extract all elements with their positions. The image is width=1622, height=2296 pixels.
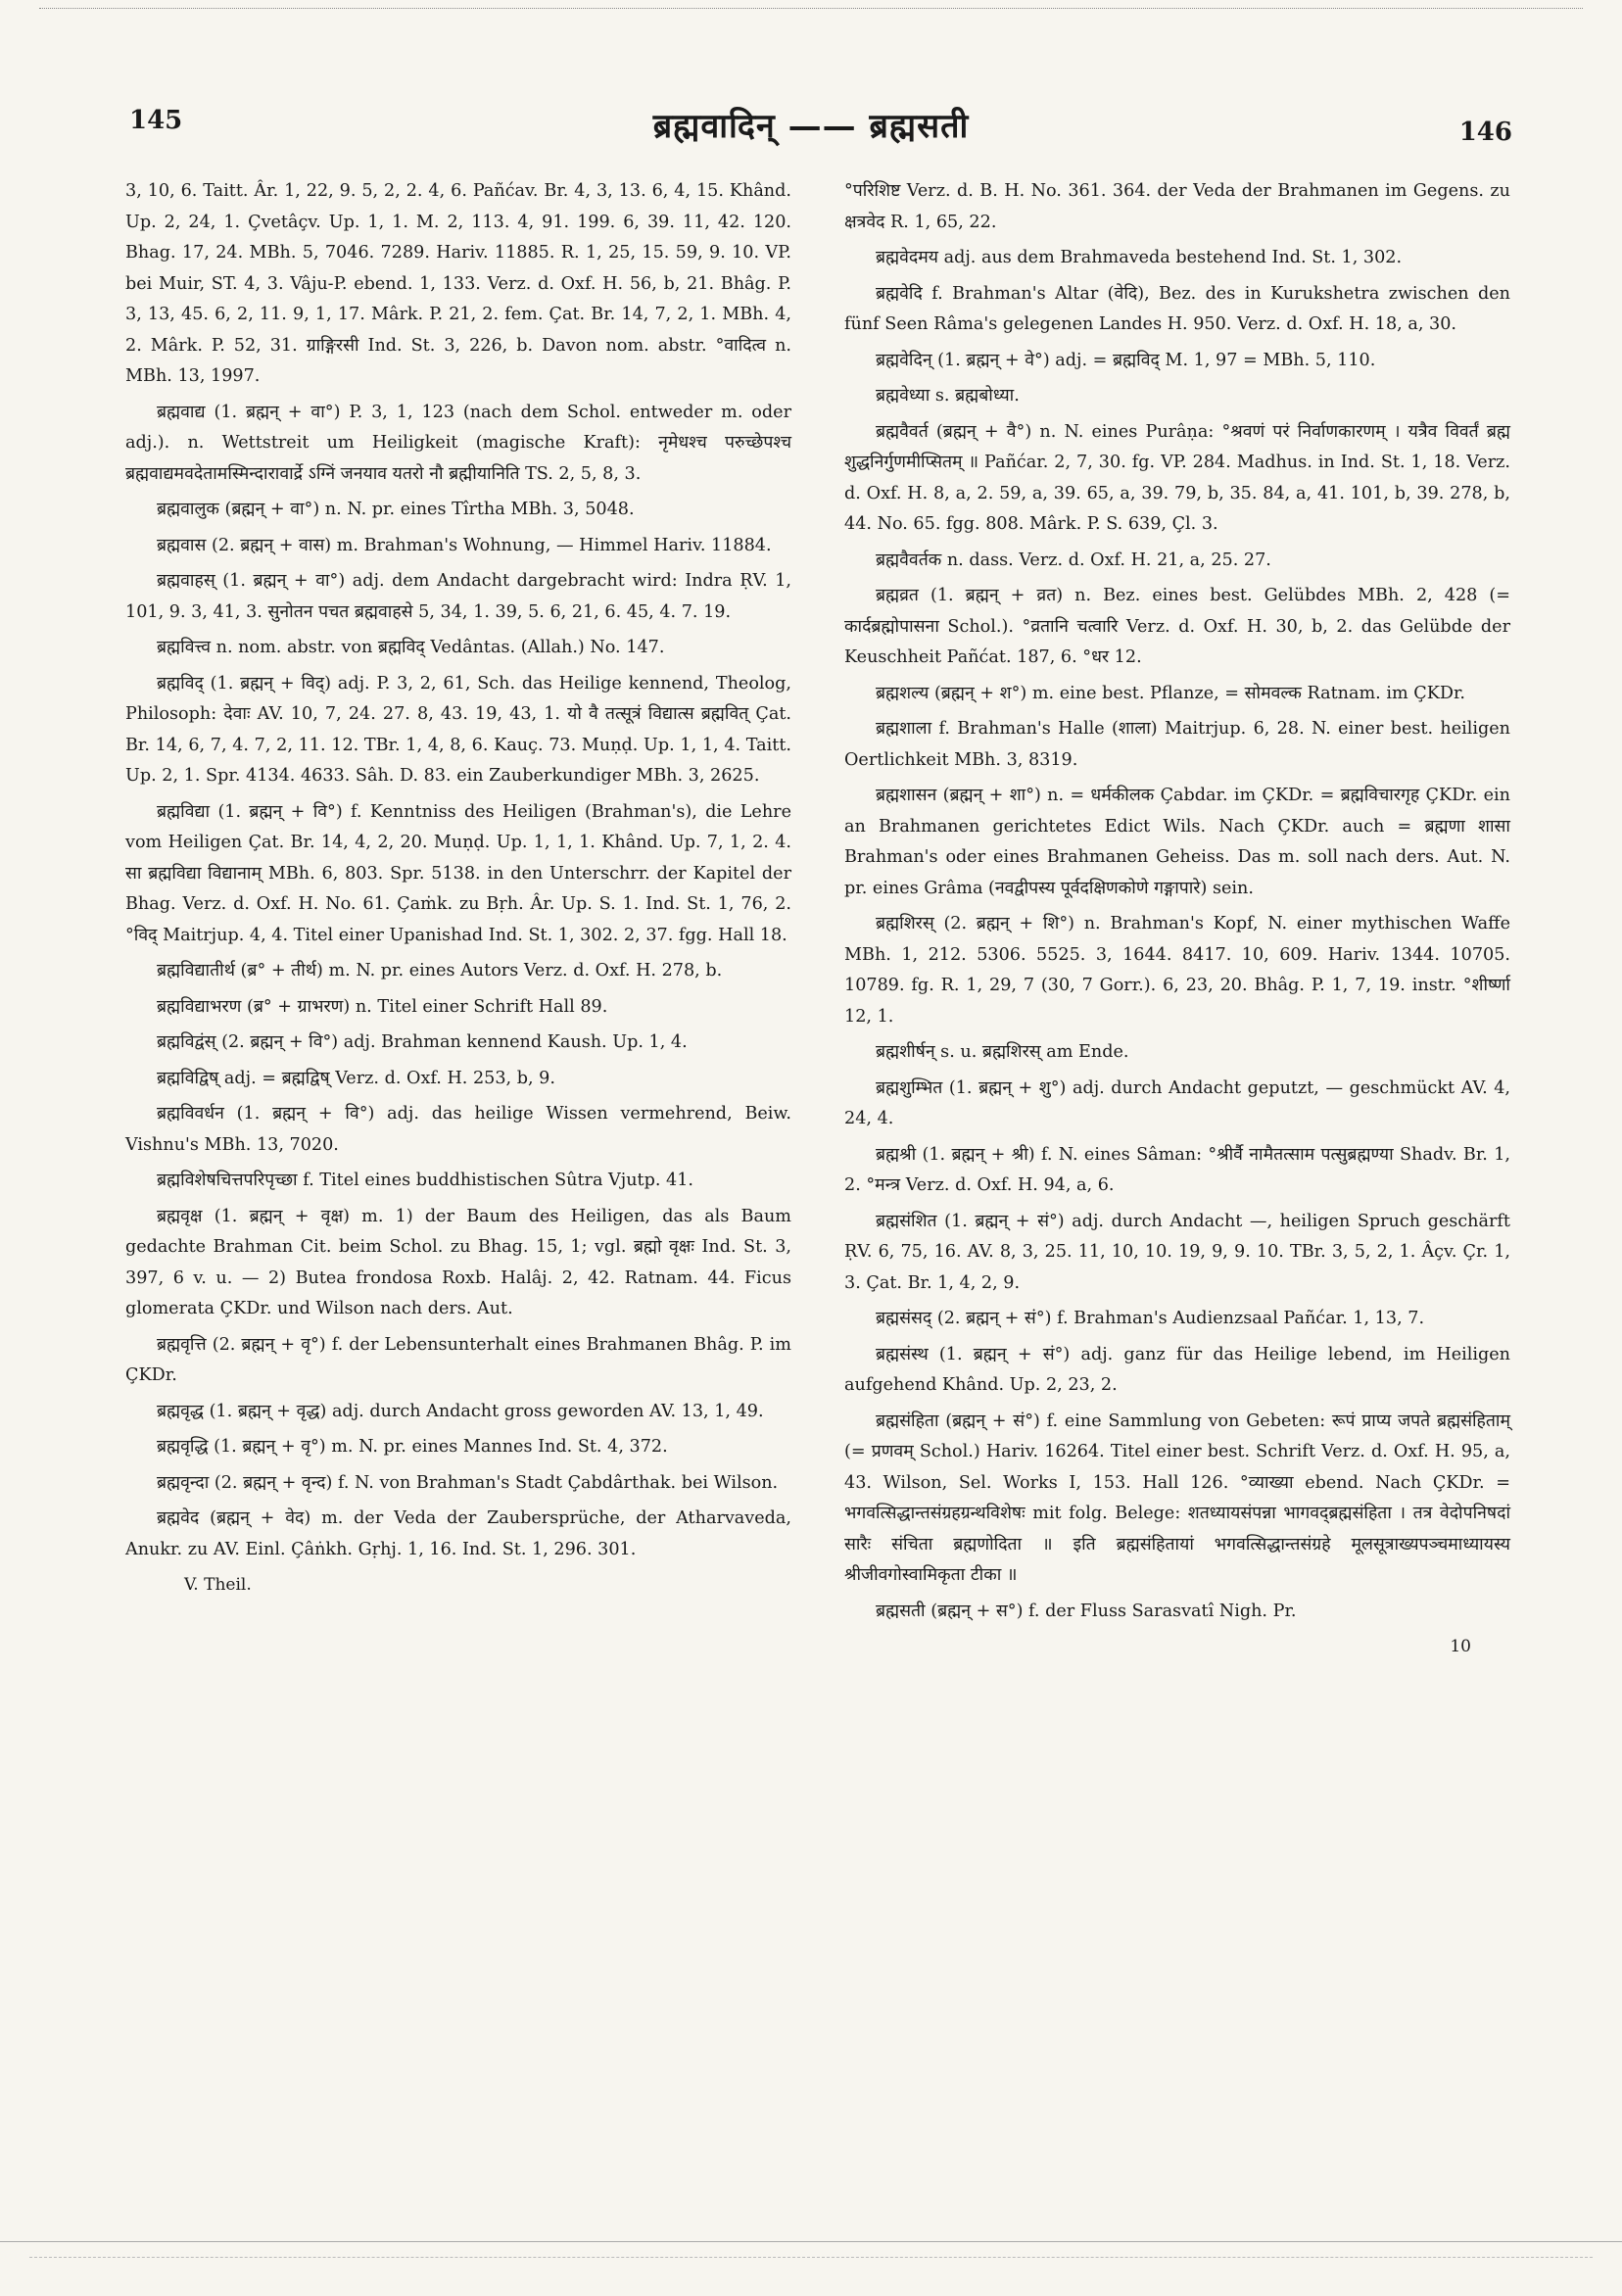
dictionary-entry: ब्रह्मवेदि f. Brahman's Altar (वेदि), Bez. des in Kurukshetra zwischen den fünf Seen Râma's gelegenen Landes H. 950. Verz. d. Oxf. H. 18, a, 30.: [844, 283, 1510, 334]
dictionary-entry: ब्रह्मसंसद् (2. ब्रह्मन् + सं°) f. Brahman's Audienzsaal Pañćar. 1, 13, 7.: [876, 1309, 1425, 1328]
dictionary-entry: ब्रह्मविद्याभरण (ब्र° + ग्राभरण) n. Titel einer Schrift Hall 89.: [157, 996, 608, 1017]
dictionary-entry: ब्रह्मशासन (ब्रह्मन् + शा°) n. = धर्मकीलक Çabdar. im ÇKDr. = ब्रह्मविचारगृह ÇKDr. ein an Brahmanen gerichtetes Edict Wils. Nach ÇKDr. auch = ब्रह्मणा शासा Brahman's oder eines Brahmanen Geheiss. Das m. soll nach ders. Aut. N. pr. eines Grâma (नवद्वीपस्य पूर्वदक्षिणकोणे गङ्गापारे) sein.: [844, 786, 1510, 898]
dictionary-entry: ब्रह्मवाहस् (1. ब्रह्मन् + वा°) adj. dem Andacht dargebracht wird: Indra ṚV. 1, 101, 9. 3, 41, 3. सुनोतन पचत ब्रह्मवाहसे 5, 34, 1. 39, 5. 6, 21, 6. 45, 4. 7. 19.: [125, 571, 791, 622]
dictionary-entry: ब्रह्मश्री (1. ब्रह्मन् + श्री) f. N. eines Sâman: °श्रीर्वै नामैतत्साम पत्सुब्रह्मण्या Shadv. Br. 1, 2. °मन्त्र Verz. d. Oxf. H. 94, a, 6.: [844, 1144, 1510, 1195]
dictionary-entry: ब्रह्मवेदिन् (1. ब्रह्मन् + वे°) adj. = ब्रह्मविद् M. 1, 97 = MBh. 5, 110.: [876, 350, 1376, 370]
bottom-scan-edge: [29, 2257, 1593, 2258]
dictionary-entry: ब्रह्मविद्विष् adj. = ब्रह्मद्विष् Verz. d. Oxf. H. 253, b, 9.: [157, 1068, 555, 1088]
dictionary-entry: ब्रह्मव्रत (1. ब्रह्मन् + व्रत) n. Bez. eines best. Gelübdes MBh. 2, 428 (= कार्दब्रह्मोपासना Schol.). °व्रतानि चत्वारि Verz. d. Oxf. H. 30, b, 2. das Gelübde der Keuschheit Pañćat. 187, 6. °धर 12.: [844, 586, 1510, 667]
dictionary-entry: ब्रह्मविद्वंस् (2. ब्रह्मन् + वि°) adj. Brahman kennend Kaush. Up. 1, 4.: [157, 1032, 688, 1052]
dictionary-entry: ब्रह्मसंहिता (ब्रह्मन् + सं°) f. eine Sammlung von Gebeten: रूपं प्राप्य जपते ब्रह्मसंहिताम् (= प्रणवम् Schol.) Hariv. 16264. Titel einer best. Schrift Verz. d. Oxf. H. 95, a, 43. Wilson, Sel. Works I, 153. Hall 126. °व्याख्या ebend. Nach ÇKDr. = भगवत्सिद्धान्तसंग्रहग्रन्थविशेषः mit folg. Belege: शतध्यायसंपन्ना भागवद्ब्रह्मसंहिता । तत्र वेदोपनिषदां सारैः संचिता ब्रह्मणोदिता ॥ इति ब्रह्मसंहितायां भगवत्सिद्धान्तसंग्रहे मूलसूत्राख्यपञ्चमाध्यायस्य श्रीजीवगोस्वामिकृता टीका ॥: [844, 1411, 1510, 1585]
dictionary-entry: ब्रह्मविशेषचित्तपरिपृच्छा f. Titel eines buddhistischen Sûtra Vjutp. 41.: [157, 1171, 694, 1190]
dictionary-entry: ब्रह्मवृद्धि (1. ब्रह्मन् + वृ°) m. N. pr. eines Mannes Ind. St. 4, 372.: [157, 1437, 668, 1457]
dictionary-entry: ब्रह्मवालुक (ब्रह्मन् + वा°) n. N. pr. eines Tîrtha MBh. 3, 5048.: [157, 500, 635, 519]
scan-top-edge: [39, 8, 1583, 11]
dictionary-entry: 3, 10, 6. Taitt. Âr. 1, 22, 9. 5, 2, 2. 4, 6. Pañćav. Br. 4, 3, 13. 6, 4, 15. Khând. Up. 2, 24, 1. Çvetâçv. Up. 1, 1. M. 2, 113. 4, 91. 199. 6, 39. 11, 42. 120. Bhag. 17, 24. MBh. 5, 7046. 7289. Hariv. 11885. R. 1, 25, 15. 59, 9. 10. VP. bei Muir, ST. 4, 3. Vâju-P. ebend. 1, 133. Verz. d. Oxf. H. 56, b, 21. Bhâg. P. 3, 13, 45. 6, 2, 11. 9, 1, 17. Mârk. P. 21, 2. fem. Çat. Br. 14, 7, 2, 1. MBh. 4, 2. Mârk. P. 52, 31. ग्राङ्गिरसी Ind. St. 3, 226, b. Davon nom. abstr. °वादित्व n. MBh. 13, 1997.: [125, 181, 791, 386]
signature-number: 10: [1450, 1637, 1471, 1656]
dictionary-entry: ब्रह्मविवर्धन (1. ब्रह्मन् + वि°) adj. das heilige Wissen vermehrend, Beiw. Vishnu's MBh. 13, 7020.: [125, 1104, 791, 1155]
running-head: ब्रह्मवादिन् —— ब्रह्मसती: [652, 107, 970, 146]
page-number-left: 145: [129, 106, 183, 135]
dictionary-entry: ब्रह्मवेद (ब्रह्मन् + वेद) m. der Veda der Zaubersprüche, der Atharvaveda, Anukr. zu AV. Einl. Çâṅkh. Gṛhj. 1, 16. Ind. St. 1, 296. 301.: [125, 1508, 791, 1559]
dictionary-entry: ब्रह्मवृन्दा (2. ब्रह्मन् + वृन्द) f. N. von Brahman's Stadt Çabdârthak. bei Wilson.: [157, 1472, 779, 1493]
dictionary-entry: ब्रह्मसती (ब्रह्मन् + स°) f. der Fluss Sarasvatî Nigh. Pr.: [876, 1601, 1297, 1621]
dictionary-entry: ब्रह्मवैवर्तक n. dass. Verz. d. Oxf. H. 21, a, 25. 27.: [876, 550, 1271, 570]
dictionary-entry: ब्रह्मवित्त्व n. nom. abstr. von ब्रह्मविद् Vedântas. (Allah.) No. 147.: [157, 638, 665, 657]
dictionary-entry: ब्रह्मवृत्ति (2. ब्रह्मन् + वृ°) f. der Lebensunterhalt eines Brahmanen Bhâg. P. im ÇKDr.: [125, 1334, 791, 1385]
dictionary-entry: ब्रह्मवैवर्त (ब्रह्मन् + वै°) n. N. eines Purâṇa: °श्रवणं परं निर्वाणकारणम् । यत्रैव विवर्तं ब्रह्म शुद्धनिर्गुणमीप्सितम् ॥ Pañćar. 2, 7, 30. fg. VP. 284. Madhus. in Ind. St. 1, 18. Verz. d. Oxf. H. 8, a, 2. 59, a, 39. 65, a, 39. 79, b, 35. 84, a, 41. 101, b, 39. 278, b, 44. No. 65. fgg. 808. Mârk. P. S. 639, Çl. 3.: [844, 421, 1510, 534]
page-number-right: 146: [1458, 118, 1512, 147]
dictionary-entry: ब्रह्मविद्या (1. ब्रह्मन् + वि°) f. Kenntniss des Heiligen (Brahman's), die Lehre vom Heiligen Çat. Br. 14, 4, 2, 20. Muṇḍ. Up. 1, 1, 1. Khând. Up. 7, 1, 2. 4. सा ब्रह्मविद्या विद्यानाम् MBh. 6, 803. Spr. 5138. in den Unterschrr. der Kapitel der Bhag. Verz. d. Oxf. H. No. 61. Çaṁk. zu Bṛh. Âr. Up. S. 1. Ind. St. 1, 76, 2. °विद् Maitrjup. 4, 4. Titel einer Upanishad Ind. St. 1, 302. 2, 37. fgg. Hall 18.: [125, 801, 791, 945]
dictionary-entry: ब्रह्मवेदमय adj. aus dem Brahmaveda bestehend Ind. St. 1, 302.: [876, 248, 1403, 267]
dictionary-entry: ब्रह्मवाद्य (1. ब्रह्मन् + वा°) P. 3, 1, 123 (nach dem Schol. entweder m. oder adj.). n. Wettstreit um Heiligkeit (magische Kraft): नृमेधश्च परुच्छेपश्च ब्रह्मवाद्यमवदेतामस्मिन्दारावार्द्रे ऽग्निं जनयाव यतरो नौ ब्रह्मीयानिति TS. 2, 5, 8, 3.: [125, 402, 791, 484]
left-column: [125, 176, 791, 1602]
dictionary-entry: ब्रह्मवास (2. ब्रह्मन् + वास) m. Brahman's Wohnung, — Himmel Hariv. 11884.: [157, 535, 772, 555]
dictionary-entry: ब्रह्मशुम्भित (1. ब्रह्मन् + शु°) adj. durch Andacht geputzt, — geschmückt AV. 4, 24, 4.: [844, 1077, 1510, 1128]
dictionary-entry: ब्रह्मविद्यातीर्थ (ब्र° + तीर्थ) m. N. pr. eines Autors Verz. d. Oxf. H. 278, b.: [157, 961, 723, 981]
dictionary-entry: °परिशिष्ट Verz. d. B. H. No. 361. 364. der Veda der Brahmanen im Gegens. zu क्षत्रवेद R. 1, 65, 22.: [844, 181, 1510, 232]
right-column: [844, 176, 1510, 1663]
dictionary-entry: ब्रह्मशाला f. Brahman's Halle (शाला) Maitrjup. 6, 28. N. einer best. heiligen Oertlichkeit MBh. 3, 8319.: [844, 719, 1510, 770]
dictionary-entry: ब्रह्मशिरस् (2. ब्रह्मन् + शि°) n. Brahman's Kopf, N. einer mythischen Waffe MBh. 1, 212. 5306. 5525. 3, 1644. 8417. 10, 609. Hariv. 1344. 10705. 10789. fg. R. 1, 29, 7 (30, 7 Gorr.). 6, 23, 20. Bhâg. P. 1, 7, 19. instr. °शीर्ष्णा 12, 1.: [844, 914, 1510, 1027]
dictionary-entry: ब्रह्मवृद्ध (1. ब्रह्मन् + वृद्ध) adj. durch Andacht gross geworden AV. 13, 1, 49.: [157, 1401, 764, 1421]
dictionary-entry: ब्रह्मवेध्या s. ब्रह्मबोध्या.: [876, 386, 1020, 406]
dictionary-entry: ब्रह्मशीर्षन् s. u. ब्रह्मशिरस् am Ende.: [876, 1042, 1129, 1062]
bottom-rule: [0, 2241, 1622, 2242]
dictionary-entry: ब्रह्मवृक्ष (1. ब्रह्मन् + वृक्ष) m. 1) der Baum des Heiligen, das als Baum gedachte Brahman Cit. beim Schol. zu Bhag. 15, 1; vgl. ब्रह्मो वृक्षः Ind. St. 3, 397, 6 v. u. — 2) Butea frondosa Roxb. Halâj. 2, 42. Ratnam. 44. Ficus glomerata ÇKDr. und Wilson nach ders. Aut.: [125, 1206, 791, 1318]
dictionary-entry: ब्रह्मशल्य (ब्रह्मन् + श°) m. eine best. Pflanze, = सोमवल्क Ratnam. im ÇKDr.: [876, 683, 1466, 703]
dictionary-entry: ब्रह्मविद् (1. ब्रह्मन् + विद्) adj. P. 3, 2, 61, Sch. das Heilige kennend, Theolog, Philosoph: देवाः AV. 10, 7, 24. 27. 8, 43. 19, 43, 1. यो वै तत्सूत्रं विद्यात्स ब्रह्मवित् Çat. Br. 14, 6, 7, 4. 7, 2, 11. 12. TBr. 1, 4, 8, 6. Kauç. 73. Muṇḍ. Up. 1, 1, 4. Taitt. Up. 2, 1. Spr. 4134. 4633. Sâh. D. 83. ein Zauberkundiger MBh. 3, 2625.: [125, 673, 791, 786]
signature-mark: V. Theil.: [184, 1575, 252, 1595]
dictionary-entry: ब्रह्मसंस्थ (1. ब्रह्मन् + सं°) adj. ganz für das Heilige lebend, im Heiligen aufgehend Khând. Up. 2, 23, 2.: [844, 1344, 1510, 1395]
dictionary-entry: ब्रह्मसंशित (1. ब्रह्मन् + सं°) adj. durch Andacht —, heiligen Spruch geschärft ṚV. 6, 75, 16. AV. 8, 3, 25. 11, 10, 10. 19, 9, 9. 10. TBr. 3, 5, 2, 1. Âçv. Çr. 1, 3. Çat. Br. 1, 4, 2, 9.: [844, 1211, 1510, 1293]
